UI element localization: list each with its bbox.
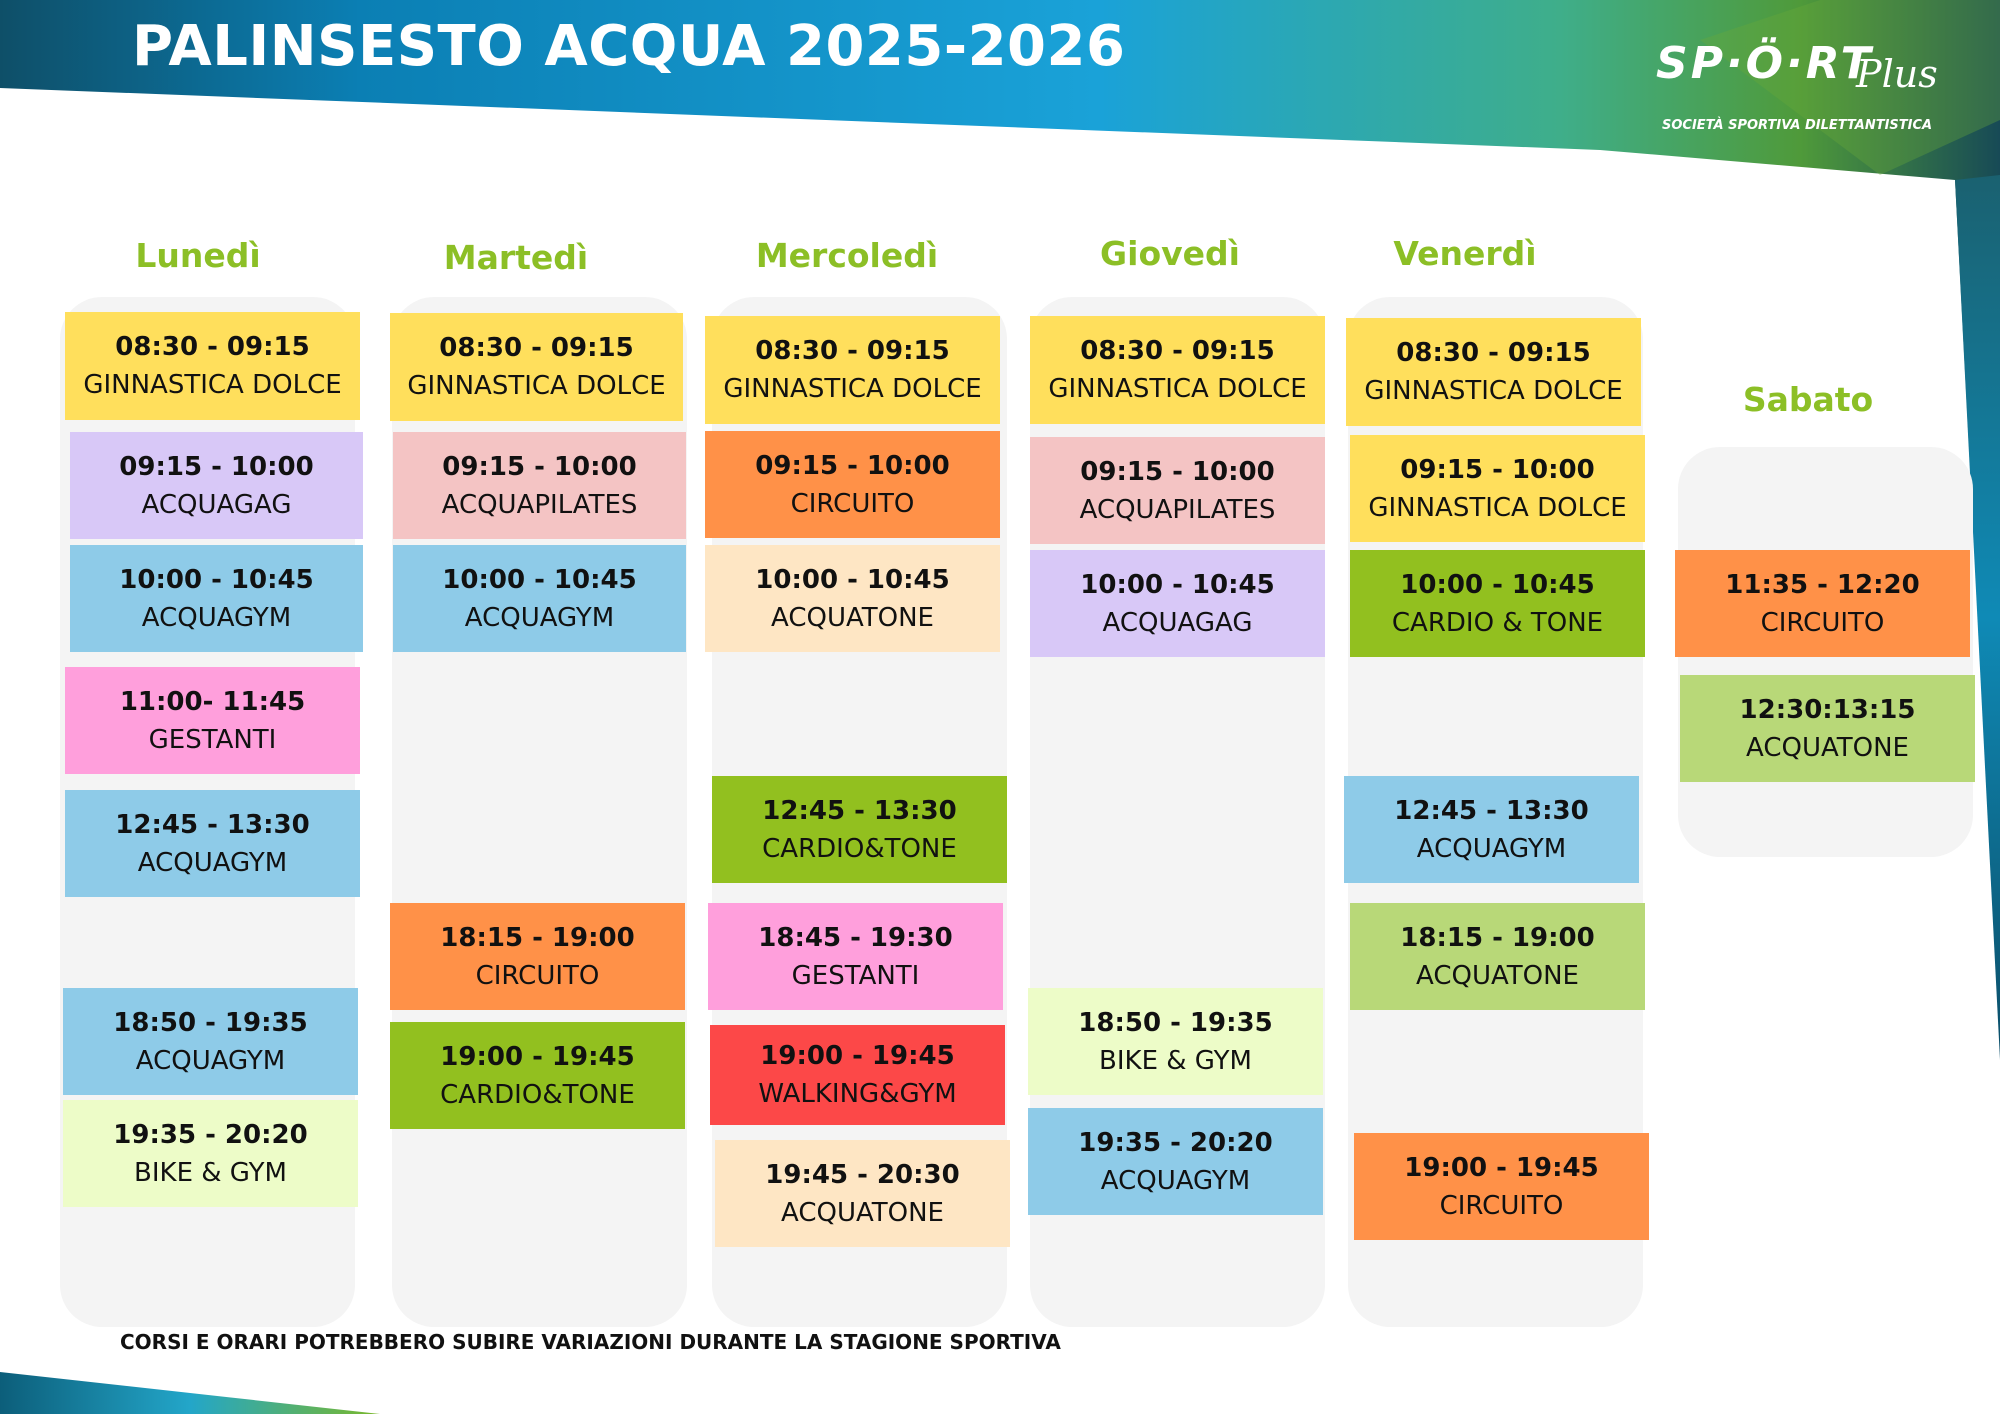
slot-time: 09:15 - 10:00 bbox=[442, 451, 637, 482]
slot-class-name: GINNASTICA DOLCE bbox=[1364, 376, 1623, 406]
slot-time: 08:30 - 09:15 bbox=[1396, 338, 1591, 368]
class-slot bbox=[712, 776, 1007, 883]
slot-class-name: GINNASTICA DOLCE bbox=[83, 370, 342, 400]
slot-class-name: ACQUAGYM bbox=[137, 847, 288, 878]
class-slot bbox=[70, 545, 363, 652]
class-slot bbox=[1030, 550, 1325, 657]
class-slot bbox=[70, 432, 363, 539]
slot-time: 09:15 - 10:00 bbox=[1080, 456, 1275, 487]
class-slot bbox=[715, 1140, 1010, 1247]
class-slot bbox=[708, 903, 1003, 1010]
slot-class-name: BIKE & GYM bbox=[1099, 1045, 1252, 1076]
slot-class-name: ACQUAPILATES bbox=[441, 489, 638, 520]
day-label-venerd: Venerdì bbox=[1393, 234, 1537, 273]
class-slot bbox=[65, 790, 360, 897]
footnote: CORSI E ORARI POTREBBERO SUBIRE VARIAZIONI DURANTE LA STAGIONE SPORTIVA bbox=[120, 1330, 1061, 1354]
slot-time: 18:50 - 19:35 bbox=[113, 1007, 308, 1038]
slot-time: 11:00- 11:45 bbox=[119, 686, 306, 717]
slot-time: 12:45 - 13:30 bbox=[762, 795, 957, 826]
slot-class-name: CIRCUITO bbox=[1760, 607, 1885, 638]
slot-time: 19:00 - 19:45 bbox=[440, 1041, 635, 1072]
slot-time: 18:15 - 19:00 bbox=[1400, 922, 1595, 953]
class-slot bbox=[1350, 550, 1645, 657]
slot-time: 19:35 - 20:20 bbox=[1078, 1127, 1273, 1158]
slot-time: 09:15 - 10:00 bbox=[1400, 454, 1595, 485]
class-slot bbox=[710, 1025, 1005, 1125]
slot-class-name: ACQUAGAG bbox=[141, 489, 292, 520]
class-slot bbox=[1028, 988, 1323, 1095]
slot-time: 19:35 - 20:20 bbox=[113, 1119, 308, 1150]
slot-class-name: GINNASTICA DOLCE bbox=[1368, 492, 1627, 523]
slot-time: 18:50 - 19:35 bbox=[1078, 1007, 1273, 1038]
slot-time: 08:30 - 09:15 bbox=[439, 333, 634, 363]
slot-time: 12:30:13:15 bbox=[1739, 694, 1916, 725]
slot-time: 12:45 - 13:30 bbox=[1394, 795, 1589, 826]
slot-class-name: CARDIO&TONE bbox=[762, 833, 957, 864]
slot-class-name: ACQUATONE bbox=[781, 1197, 944, 1228]
class-slot bbox=[1346, 318, 1641, 426]
slot-class-name: ACQUATONE bbox=[1416, 960, 1579, 991]
class-slot bbox=[65, 312, 360, 420]
class-slot bbox=[1675, 550, 1970, 657]
slot-class-name: WALKING&GYM bbox=[758, 1079, 957, 1109]
slot-class-name: ACQUAGAG bbox=[1102, 607, 1253, 638]
slot-class-name: ACQUAPILATES bbox=[1079, 494, 1276, 525]
day-label-sabato: Sabato bbox=[1742, 380, 1874, 419]
class-slot bbox=[63, 1100, 358, 1207]
class-slot bbox=[1680, 675, 1975, 782]
class-slot bbox=[390, 1022, 685, 1129]
class-slot bbox=[705, 316, 1000, 424]
slot-class-name: GINNASTICA DOLCE bbox=[407, 371, 666, 401]
slot-class-name: ACQUAGYM bbox=[464, 602, 615, 633]
class-slot bbox=[65, 667, 360, 774]
slot-class-name: CIRCUITO bbox=[1439, 1190, 1564, 1221]
class-slot bbox=[1344, 776, 1639, 883]
class-slot bbox=[705, 545, 1000, 652]
slot-time: 12:45 - 13:30 bbox=[115, 809, 310, 840]
sportplus-logo bbox=[1650, 38, 1960, 143]
slot-class-name: CARDIO&TONE bbox=[440, 1079, 635, 1110]
slot-time: 10:00 - 10:45 bbox=[1400, 569, 1595, 600]
class-slot bbox=[1030, 437, 1325, 544]
slot-time: 10:00 - 10:45 bbox=[755, 564, 950, 595]
slot-time: 10:00 - 10:45 bbox=[442, 564, 637, 595]
class-slot bbox=[63, 988, 358, 1095]
logo-script: Plus bbox=[1856, 52, 1938, 96]
slot-class-name: GESTANTI bbox=[791, 960, 920, 991]
class-slot bbox=[390, 903, 685, 1010]
class-slot bbox=[393, 432, 686, 539]
class-slot bbox=[1350, 903, 1645, 1010]
slot-class-name: CIRCUITO bbox=[475, 960, 600, 991]
slot-class-name: GINNASTICA DOLCE bbox=[1048, 374, 1307, 404]
day-label-luned: Lunedì bbox=[135, 236, 261, 275]
slot-time: 10:00 - 10:45 bbox=[119, 564, 314, 595]
slot-time: 18:15 - 19:00 bbox=[440, 922, 635, 953]
slot-class-name: ACQUATONE bbox=[1746, 732, 1909, 763]
slot-time: 09:15 - 10:00 bbox=[755, 450, 950, 481]
slot-class-name: GESTANTI bbox=[148, 724, 277, 755]
logo-subtitle: SOCIETÀ SPORTIVA DILETTANTISTICA bbox=[1662, 118, 1933, 133]
day-label-gioved: Giovedì bbox=[1100, 234, 1240, 273]
slot-time: 09:15 - 10:00 bbox=[119, 451, 314, 482]
slot-time: 19:45 - 20:30 bbox=[765, 1159, 960, 1190]
class-slot bbox=[393, 545, 686, 652]
slot-time: 19:00 - 19:45 bbox=[1404, 1152, 1599, 1183]
class-slot bbox=[1028, 1108, 1323, 1215]
slot-time: 08:30 - 09:15 bbox=[1080, 336, 1275, 366]
slot-time: 19:00 - 19:45 bbox=[760, 1041, 955, 1071]
slot-class-name: CARDIO & TONE bbox=[1391, 607, 1604, 638]
slot-class-name: ACQUAGYM bbox=[135, 1045, 286, 1076]
logo-wordmark: SP·Ö·RT bbox=[1656, 38, 1874, 89]
slot-time: 10:00 - 10:45 bbox=[1080, 569, 1275, 600]
slot-time: 08:30 - 09:15 bbox=[115, 332, 310, 362]
class-slot bbox=[1030, 316, 1325, 424]
class-slot bbox=[1350, 435, 1645, 542]
slot-class-name: ACQUAGYM bbox=[1416, 833, 1567, 864]
slot-class-name: GINNASTICA DOLCE bbox=[723, 374, 982, 404]
slot-time: 08:30 - 09:15 bbox=[755, 336, 950, 366]
slot-time: 18:45 - 19:30 bbox=[758, 922, 953, 953]
slot-class-name: CIRCUITO bbox=[790, 488, 915, 519]
slot-time: 11:35 - 12:20 bbox=[1725, 569, 1920, 600]
slot-class-name: ACQUAGYM bbox=[1100, 1165, 1251, 1196]
slot-class-name: BIKE & GYM bbox=[134, 1157, 287, 1188]
slot-class-name: ACQUAGYM bbox=[141, 602, 292, 633]
class-slot bbox=[705, 431, 1000, 538]
class-slot bbox=[390, 313, 683, 421]
slot-class-name: ACQUATONE bbox=[771, 602, 934, 633]
day-label-mercoled: Mercoledì bbox=[755, 236, 939, 275]
class-slot bbox=[1354, 1133, 1649, 1240]
page-title: PALINSESTO ACQUA 2025-2026 bbox=[132, 14, 1126, 79]
day-label-marted: Martedì bbox=[443, 238, 589, 277]
